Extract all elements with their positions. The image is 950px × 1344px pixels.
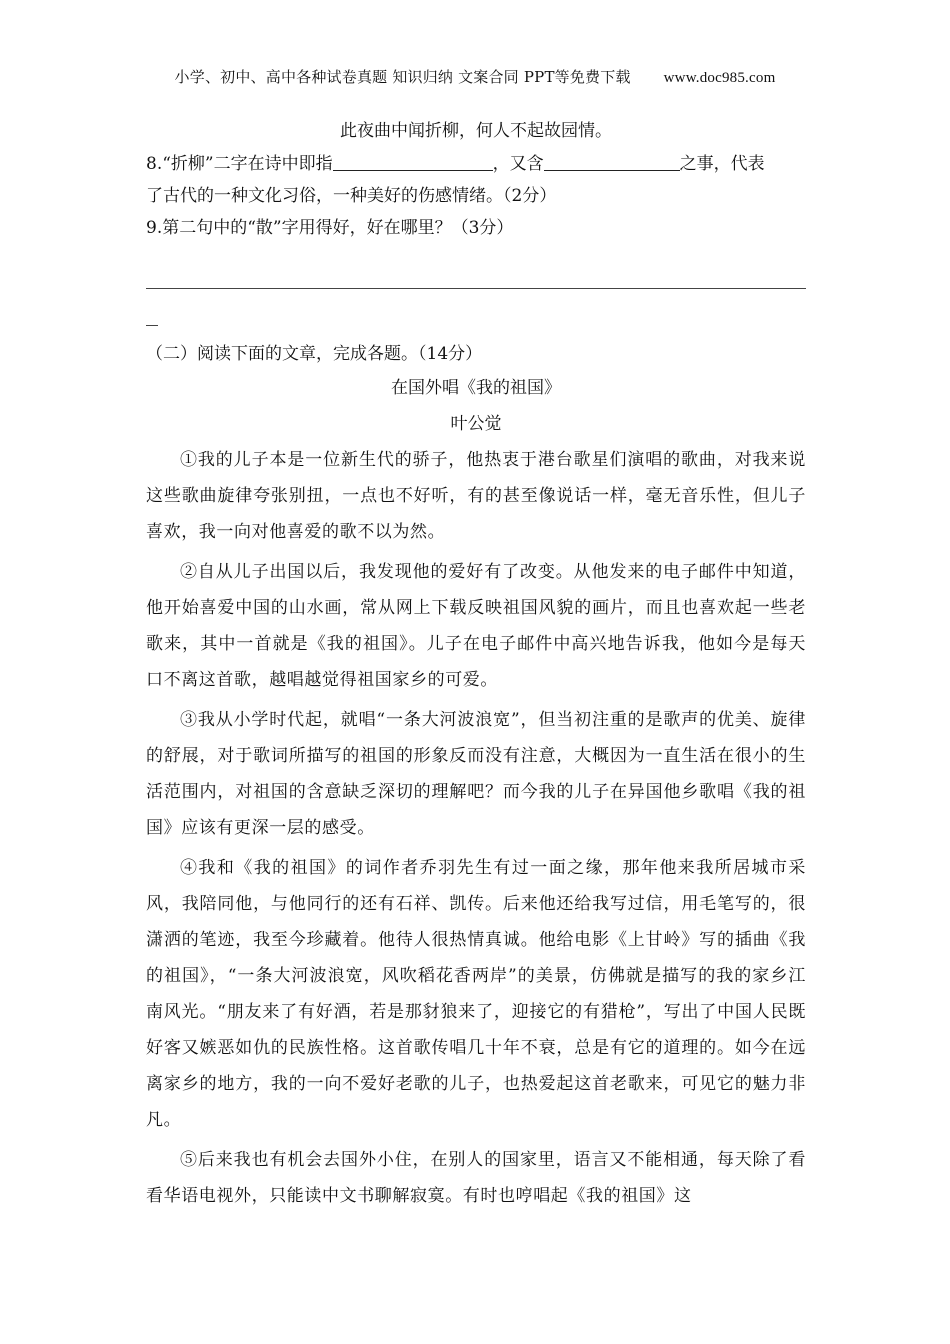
q9-answer-line[interactable]	[146, 288, 806, 289]
article-author: 叶公觉	[450, 414, 502, 434]
header-site: www.doc985.com	[663, 70, 776, 86]
poem-last-line: 此夜曲中闻折柳，何人不起故园情。	[340, 121, 612, 141]
article-paragraph: ④我和《我的祖国》的词作者乔羽先生有过一面之缘，那年他来我所居城市采风，我陪同他，与他同行的还有石祥、凯传。后来他还给我写过信，用毛笔写的，很潇洒的笔迹，我至今珍藏着。他待人很热情真诚。他给电影《上甘岭》写的插曲《我的祖国》，“一条大河波浪宽，风吹稻花香两岸”的美景，仿佛就是描写的我的家乡江南风光。“朋友来了有好酒，若是那豺狼来了，迎接它的有猎枪”，写出了中国人民既好客又嫉恶如仇的民族性格。这首歌传唱几十年不衰，总是有它的道理的。如今在远离家乡的地方，我的一向不爱好老歌的儿子，也热爱起这首老歌来，可见它的魅力非凡。	[146, 858, 806, 1130]
article-paragraph: ③我从小学时代起，就唱“一条大河波浪宽”，但当初注重的是歌声的优美、旋律的舒展，对于歌词所描写的祖国的形象反而没有注意，大概因为一直生活在很小的生活范围内，对祖国的含意缺乏深切的理解吧？而今我的儿子在异国他乡歌唱《我的祖国》应该有更深一层的感受。	[146, 710, 806, 838]
question-8-line-2: 了古代的一种文化习俗，一种美好的伤感情绪。（2分）	[146, 186, 557, 206]
article-paragraph: ①我的儿子本是一位新生代的骄子，他热衷于港台歌星们演唱的歌曲，对我来说这些歌曲旋律夸张别扭，一点也不好听，有的甚至像说话一样，毫无音乐性，但儿子喜欢，我一向对他喜爱的歌不以为然。	[146, 450, 806, 542]
section-2-heading: （二）阅读下面的文章，完成各题。（14分）	[146, 344, 483, 364]
document-body	[146, 114, 806, 1218]
q8-blank-1[interactable]	[333, 150, 493, 171]
article-paragraph: ⑤后来我也有机会去国外小住，在别人的国家里，语言又不能相通，每天除了看看华语电视外，只能读中文书聊解寂寞。有时也哼唱起《我的祖国》这	[146, 1150, 806, 1206]
page-header	[0, 66, 950, 87]
q8-part3: 之事，代表	[679, 154, 765, 174]
q9-answer-line-end	[146, 325, 158, 326]
article-paragraph: ②自从儿子出国以后，我发现他的爱好有了改变。从他发来的电子邮件中知道，他开始喜爱中国的山水画，常从网上下载反映祖国风貌的画片，而且也喜欢起一些老歌来，其中一首就是《我的祖国》。儿子在电子邮件中高兴地告诉我，他如今是每天口不离这首歌，越唱越觉得祖国家乡的可爱。	[146, 562, 806, 690]
q8-blank-2[interactable]	[544, 150, 680, 171]
question-9: 9.第二句中的“散”字用得好，好在哪里？（3分）	[146, 218, 514, 238]
q8-part2: ，又含	[492, 154, 544, 174]
header-text: 小学、初中、高中各种试卷真题 知识归纳 文案合同 PPT等免费下载	[174, 68, 631, 86]
q8-part1: 8.“折柳”二字在诗中即指	[146, 154, 333, 174]
question-8-line-1	[146, 148, 806, 180]
article-title: 在国外唱《我的祖国》	[391, 378, 561, 398]
